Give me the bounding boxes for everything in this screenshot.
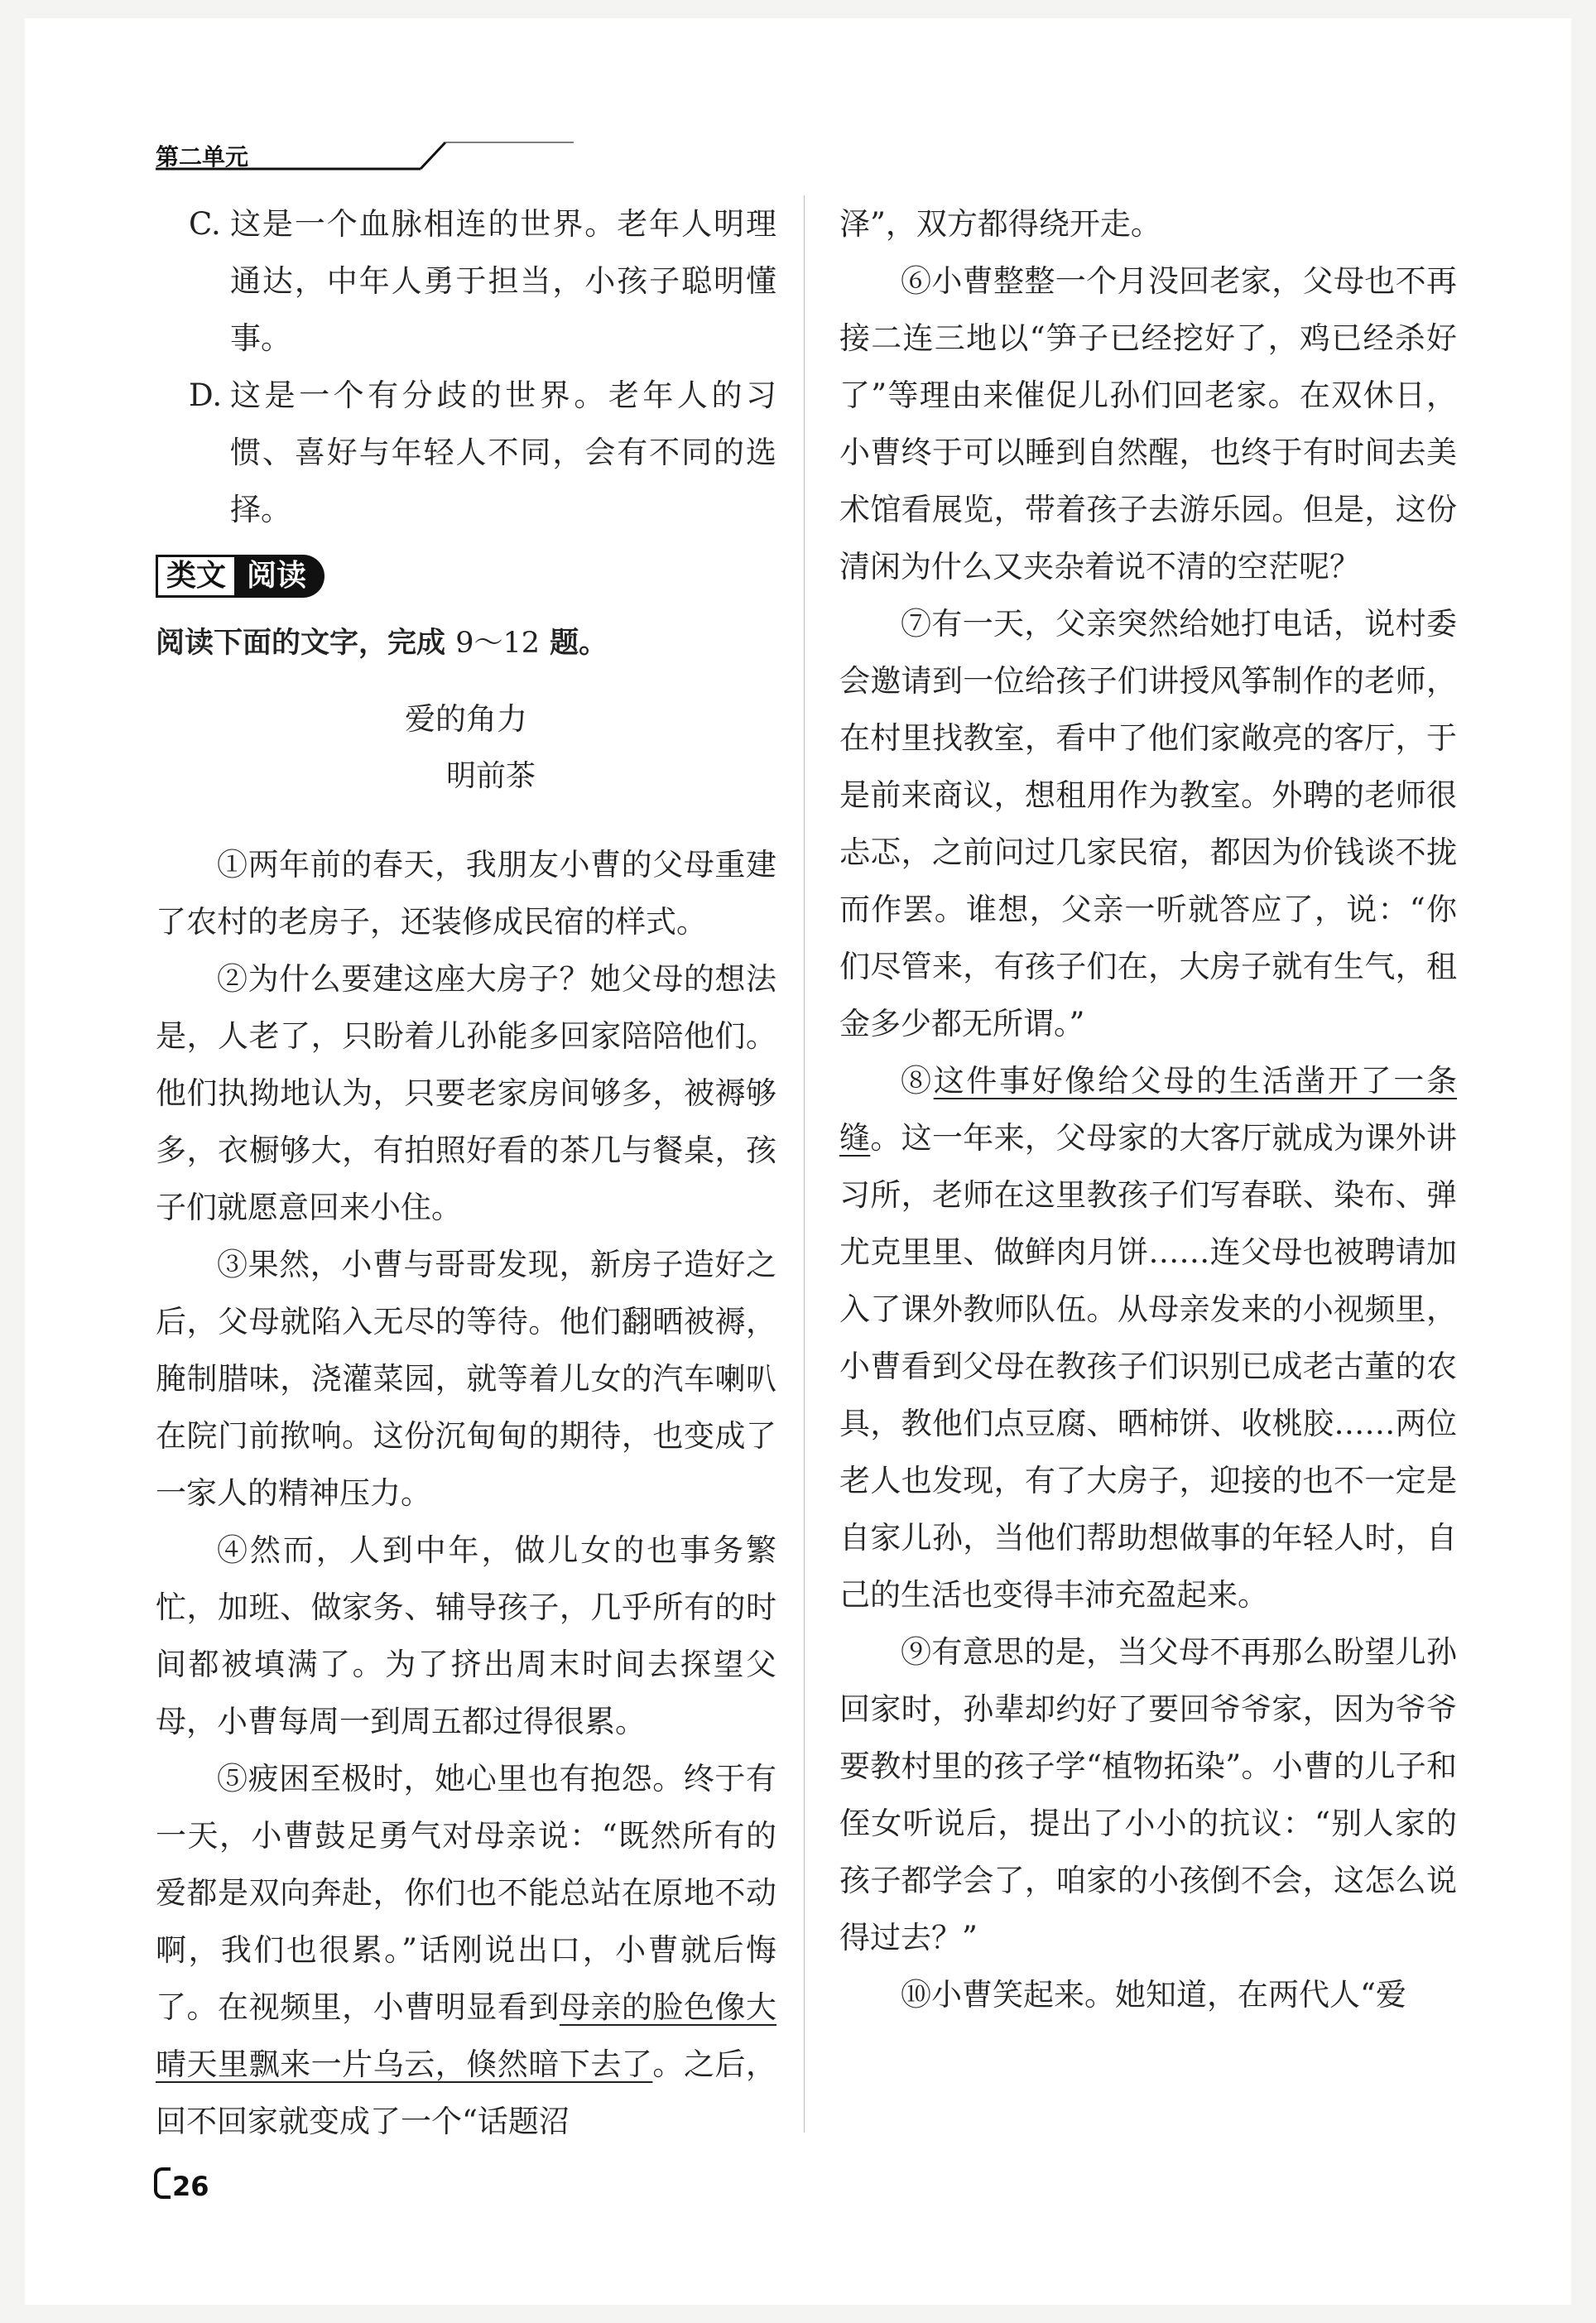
instruction-range: 9～12 bbox=[455, 627, 540, 660]
paragraph-6: ⑥小曹整整一个月没回老家，父母也不再接二连三地以“笋子已经挖好了，鸡已经杀好了”等理由来催促儿孙们回老家。在双休日，小曹终于可以睡到自然醒，也终于有时间去美术馆看展览，带着孩子去游乐园。但是，这份清闲为什么又夹杂着说不清的空茫呢？ bbox=[839, 263, 1457, 584]
instruction-suffix: 题。 bbox=[540, 627, 608, 660]
page-footer bbox=[154, 2167, 209, 2202]
paragraph-10: ⑩小曹笑起来。她知道，在两代人“爱 bbox=[901, 1977, 1406, 2013]
section-badge bbox=[156, 553, 324, 599]
paragraph-2: ②为什么要建这座大房子？她父母的想法是，人老了，只盼着儿孙能多回家陪陪他们。他们执拗地认为，只要老家房间够多，被褥够多，衣橱够大，有拍照好看的茶几与餐桌，孩子们就愿意回来小住。 bbox=[156, 961, 776, 1225]
reading-instruction bbox=[156, 615, 776, 672]
option-d-text: 这是一个有分歧的世界。老年人的习惯、喜好与年轻人不同，会有不同的选择。 bbox=[230, 378, 776, 527]
paragraph-5-text: ⑤疲困至极时，她心里也有抱怨。终于有一天，小曹鼓足勇气对母亲说：“既然所有的爱都是双向奔赴，你们也不能总站在原地不动啊，我们也很累。”话刚说出口，小曹就后悔了。在视频里，小曹明显看到 bbox=[156, 1761, 776, 2025]
page-number: 26 bbox=[172, 2171, 209, 2202]
option-d bbox=[156, 367, 776, 538]
option-d-label: D. bbox=[189, 378, 223, 413]
article-title: 爱的角力 bbox=[405, 701, 527, 737]
left-column bbox=[156, 195, 776, 2150]
paragraph-5 bbox=[156, 1750, 776, 2150]
option-c-text: 这是一个血脉相连的世界。老年人明理通达，中年人勇于担当，小孩子聪明懂事。 bbox=[230, 206, 776, 356]
column-divider bbox=[804, 195, 805, 2133]
paragraph-4: ④然而，人到中年，做儿女的也事务繁忙，加班、做家务、辅导孩子，几乎所有的时间都被填满了。为了挤出周末时间去探望父母，小曹每周一到周五都过得很累。 bbox=[156, 1532, 776, 1739]
page-number-bracket bbox=[154, 2167, 171, 2199]
article-author: 明前茶 bbox=[445, 759, 536, 793]
section-badge-part1: 类文 bbox=[156, 555, 237, 598]
unit-title: 第二单元 bbox=[156, 143, 249, 171]
paragraph-8-text: 。这一年来，父母家的大客厅就成为课外讲习所，老师在这里教孩子们写春联、染布、弹尤克里里、做鲜肉月饼……连父母也被聘请加入了课外教师队伍。从母亲发来的小视频里，小曹看到父母在教孩子们识别已成老古董的农具，教他们点豆腐、晒柿饼、收桃胶……两位老人也发现，有了大房子，迎接的也不一定是自家儿孙，当他们帮助想做事的年轻人时，自己的生活也变得丰沛充盈起来。 bbox=[839, 1120, 1458, 1613]
right-column bbox=[839, 195, 1457, 2023]
option-c bbox=[156, 195, 776, 367]
instruction-text: 阅读下面的文字，完成 bbox=[156, 627, 456, 660]
paragraph-3: ③果然，小曹与哥哥发现，新房子造好之后，父母就陷入无尽的等待。他们翻晒被褥，腌制腊味，浇灌菜园，就等着儿女的汽车喇叭在院门前揿响。这份沉甸甸的期待，也变成了一家人的精神压力。 bbox=[156, 1247, 776, 1511]
section-badge-part2: 阅读 bbox=[235, 555, 324, 598]
paragraph-8-number: ⑧ bbox=[901, 1063, 934, 1099]
paragraph-5-continued: 泽”，双方都得绕开走。 bbox=[839, 206, 1161, 242]
paragraph-7: ⑦有一天，父亲突然给她打电话，说村委会邀请到一位给孩子们讲授风筝制作的老师，在村里找教室，看中了他们家敞亮的客厅，于是前来商议，想租用作为教室。外聘的老师很忐忑，之前问过几家民宿，都因为价钱谈不拢而作罢。谁想，父亲一听就答应了，说：“你们尽管来，有孩子们在，大房子就有生气，租金多少都无所谓。” bbox=[839, 606, 1457, 1041]
paragraph-9: ⑨有意思的是，当父母不再那么盼望儿孙回家时，孙辈却约好了要回爷爷家，因为爷爷要教村里的孩子学“植物拓染”。小曹的儿子和侄女听说后，提出了小小的抗议：“别人家的孩子都学会了，咱家的小孩倒不会，这怎么说得过去？” bbox=[839, 1634, 1457, 1955]
paragraph-8 bbox=[839, 1052, 1457, 1623]
paragraph-8-underlined: 这件事好像给父母的生活凿开了一条缝 bbox=[839, 1063, 1457, 1156]
paragraph-1: ①两年前的春天，我朋友小曹的父母重建了农村的老房子，还装修成民宿的样式。 bbox=[156, 847, 776, 940]
paragraph-5-underlined: 母亲的脸色像大晴天里飘来一片乌云，倏然暗下去了 bbox=[156, 1989, 777, 2082]
paragraph-5-end: 。之后，回不回家就变成了一个“话题沼 bbox=[156, 2046, 777, 2139]
option-c-label: C. bbox=[189, 206, 221, 242]
